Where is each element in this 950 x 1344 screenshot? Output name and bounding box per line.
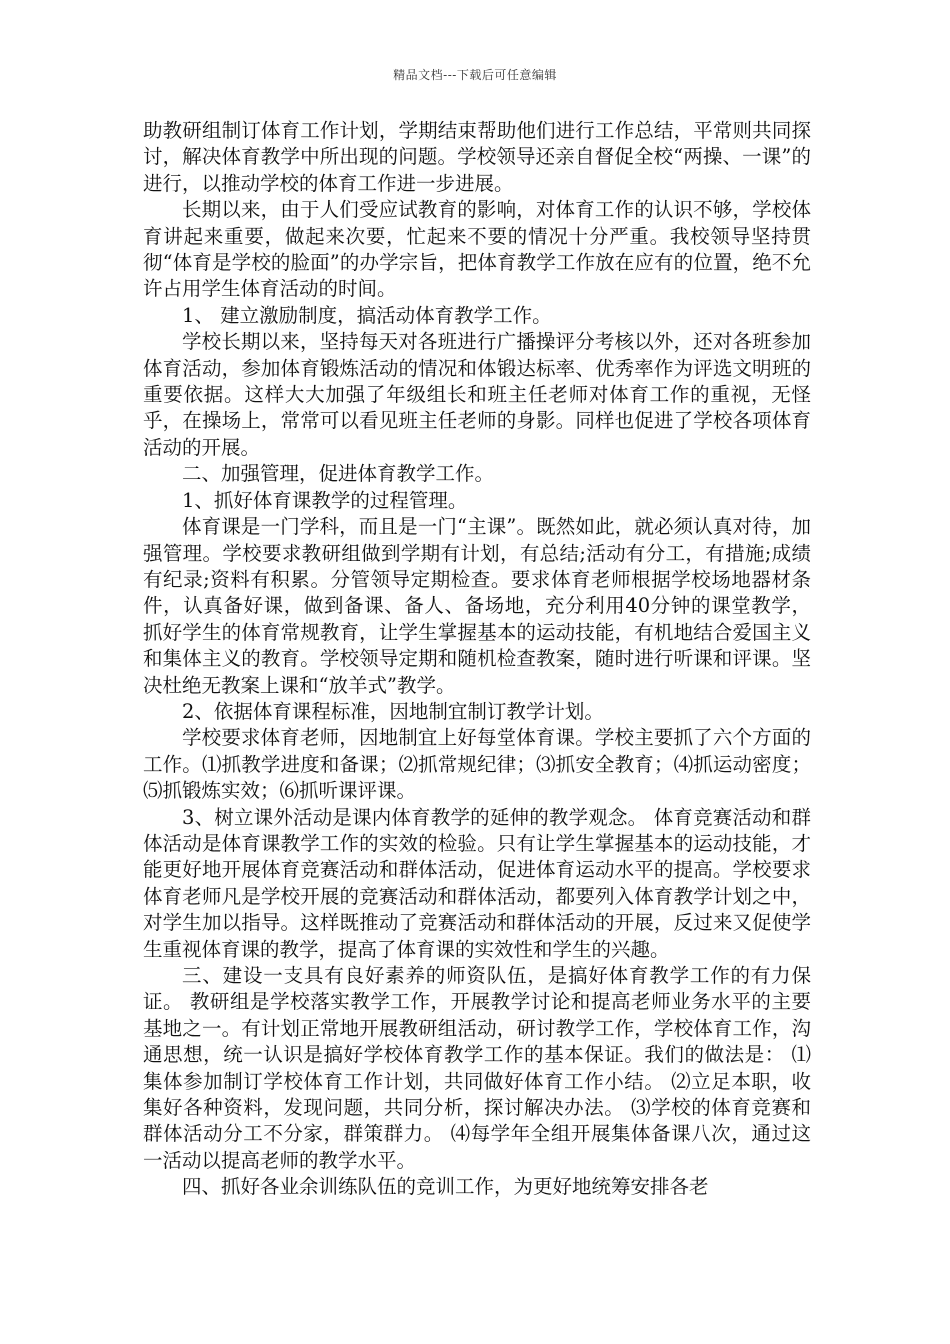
paragraph: 长期以来，由于人们受应试教育的影响，对体育工作的认识不够，学校体育讲起来重要，做起来次要，忙起来不要的情况十分严重。我校领导坚持贯彻“体育是学校的脸面”的办学宗旨，把体育教学工作放在应有的位置，绝不允许占用学生体育活动的时间。: [143, 198, 811, 301]
section-heading: 1、抓好体育课教学的过程管理。: [182, 488, 468, 512]
section-heading: 二、加强管理，促进体育教学工作。: [182, 462, 495, 486]
paragraph: 四、抓好各业余训练队伍的竞训工作，为更好地统筹安排各老: [182, 1175, 709, 1199]
paragraph: 3、树立课外活动是课内体育教学的延伸的教学观念。 体育竞赛活动和群体活动是体育课教学工作的实效的检验。只有让学生掌握基本的运动技能，才能更好地开展体育竞赛活动和群体活动，促进体育运动水平的提高。学校要求体育老师凡是学校开展的竞赛活动和群体活动，都要列入体育教学计划之中，对学生加以指导。这样既推动了竞赛活动和群体活动的开展，反过来又促使学生重视体育课的教学，提高了体育课的实效性和学生的兴趣。: [143, 805, 811, 961]
section-heading: 2、依据体育课程标准，因地制宜制订教学计划。: [182, 699, 604, 723]
paragraph: 体育课是一门学科，而且是一门“主课”。既然如此，就必须认真对待，加强管理。学校要求教研组做到学期有计划，有总结;活动有分工，有措施;成绩有纪录;资料有积累。分管领导定期检查。要求体育老师根据学校场地器材条件，认真备好课，做到备课、备人、备场地，充分利用40分钟的课堂教学，抓好学生的体育常规教育，让学生掌握基本的运动技能，有机地结合爱国主义和集体主义的教育。学校领导定期和随机检查教案，随时进行听课和评课。坚决杜绝无教案上课和“放羊式”教学。: [143, 515, 811, 697]
page-header: 精品文档---下载后可任意编辑: [393, 68, 557, 82]
paragraph-continued: 助教研组制订体育工作计划，学期结束帮助他们进行工作总结，平常则共同探讨，解决体育教学中所出现的问题。学校领导还亲自督促全校“两操、一课”的进行，以推动学校的体育工作进一步进展。: [143, 119, 811, 195]
document-body: [143, 118, 811, 1201]
section-heading: 1、 建立激励制度，搞活动体育教学工作。: [182, 303, 552, 327]
paragraph: 三、建设一支具有良好素养的师资队伍，是搞好体育教学工作的有力保证。 教研组是学校落实教学工作，开展教学讨论和提高老师业务水平的主要基地之一。有计划正常地开展教研组活动，研讨教学工作，学校体育工作，沟通思想，统一认识是搞好学校体育教学工作的基本保证。我们的做法是： ⑴集体参加制订学校体育工作计划，共同做好体育工作小结。 ⑵立足本职，收集好各种资料，发现问题，共同分析，探讨解决办法。 ⑶学校的体育竞赛和群体活动分工不分家，群策群力。 ⑷每学年全组开展集体备课八次，通过这一活动以提高老师的教学水平。: [143, 964, 811, 1172]
paragraph: 学校长期以来，坚持每天对各班进行广播操评分考核以外，还对各班参加体育活动，参加体育锻炼活动的情况和体锻达标率、优秀率作为评选文明班的重要依据。这样大大加强了年级组长和班主任老师对体育工作的重视，无怪乎，在操场上，常常可以看见班主任老师的身影。同样也促进了学校各项体育活动的开展。: [143, 330, 811, 459]
paragraph: 学校要求体育老师，因地制宜上好每堂体育课。学校主要抓了六个方面的工作。⑴抓教学进度和备课；⑵抓常规纪律；⑶抓安全教育；⑷抓运动密度；⑸抓锻炼实效；⑹抓听课评课。: [143, 726, 811, 803]
